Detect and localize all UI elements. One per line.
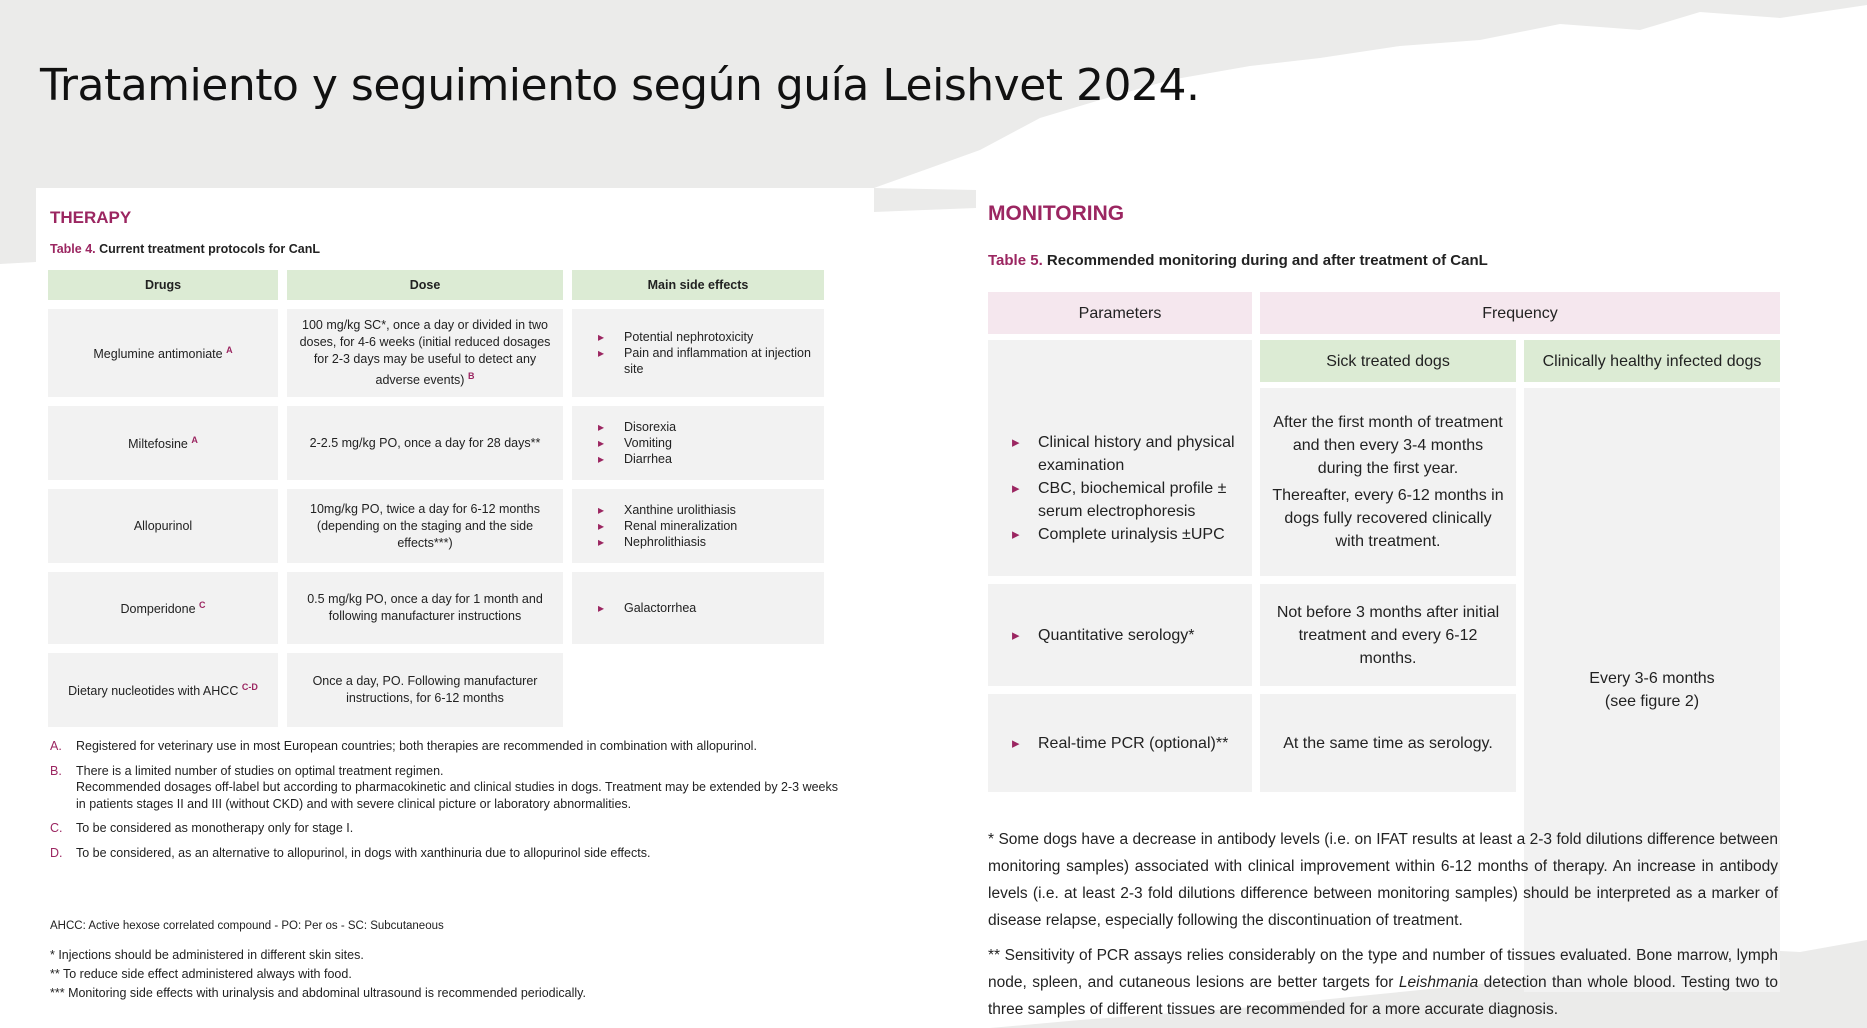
side-effect-item: ▸ Disorexia [598,419,816,435]
dose-text: 0.5 mg/kg PO, once a day for 1 month and following manufacturer instructions [307,592,543,623]
note-text: To be considered, as an alternative to allopurinol, in dogs with xanthinuria due to allopurinol side effects. [76,845,651,860]
note-text-continued: Recommended dosages off-label but according to pharmacokinetic and clinical studies in dogs. Treatment may be extended by 2-3 weeks in patients stages II and III (without CKD) and with severe clinical picture or laboratory abnormalities. [76,780,839,811]
drug-cell [48,406,278,480]
abbreviations: AHCC: Active hexose correlated compound - PO: Per os - SC: Subcutaneous [50,920,444,932]
monitoring-table-number: Table 5. [988,252,1043,269]
monitoring-table-caption-text: Recommended monitoring during and after treatment of CanL [1046,252,1488,269]
side-effect-item: ▸ Renal mineralization [598,518,816,534]
note-text: There is a limited number of studies on optimal treatment regimen. [76,763,444,778]
column-header-side-effects: Main side effects [572,270,824,300]
drug-name: Dietary nucleotides with AHCC [68,684,239,699]
side-effect-item: ▸ Xanthine urolithiasis [598,502,816,518]
column-header-healthy-dogs: Clinically healthy infected dogs [1524,340,1780,382]
column-header-parameters: Parameters [988,292,1252,334]
parameter-item: ▸ Quantitative serology* [988,624,1195,647]
note-letter: B. [50,763,62,778]
frequency-text: After the first month of treatment and then every 3-4 months during the first year. [1273,414,1503,477]
drug-name: Meglumine antimoniate [93,347,223,362]
table-row [48,653,824,727]
side-effects-cell [572,309,824,397]
drug-cell [48,653,278,727]
drug-cell [48,572,278,644]
footnote-text: * Some dogs have a decrease in antibody levels (i.e. on IFAT results at least a 2-3 fold dilutions difference between monitoring samples) associated with clinical improvement within 6-12 months of therapy. An increase in antibody levels (i.e. at least 2-3 fold dilutions difference between monitoring samples) should be interpreted as a marker of disease relapse, especially following the discontinuation of treatment. [988,831,1778,929]
drug-superscript: C [199,600,206,611]
drug-superscript: A [226,345,233,356]
row-sick-serology: Not before 3 months after initial treatment and every 6-12 months. [1260,584,1516,686]
monitoring-footnote-2 [988,942,1778,1023]
star-notes [50,946,586,1003]
therapy-table-caption-text: Current treatment protocols for CanL [99,242,320,256]
therapy-table [39,261,833,736]
drug-superscript: A [191,435,198,446]
side-effect-item: ▸ Galactorrhea [598,600,816,616]
dose-text: 10mg/kg PO, twice a day for 6-12 months (depending on the staging and the side effects***) [310,501,540,550]
row-parameters-clinical [988,340,1252,576]
star-note: ** To reduce side effect administered always with food. [50,967,352,981]
star-note: *** Monitoring side effects with urinalysis and abdominal ultrasound is recommended periodically. [50,986,586,1000]
column-header-sick-dogs: Sick treated dogs [1260,340,1516,382]
note-letter: A. [50,739,62,753]
note-item [50,738,840,755]
note-item [50,845,840,862]
parameter-item: ▸ CBC, biochemical profile ± serum electrophoresis [988,477,1252,523]
monitoring-panel [976,190,1867,1028]
drug-cell [48,489,278,563]
table-row [48,406,824,480]
parameter-item: ▸ Clinical history and physical examination [988,431,1252,477]
therapy-heading: THERAPY [50,208,132,227]
footnote-text-part: ** Sensitivity of PCR assays relies considerably on the type and number of tissues evaluated. Bone marrow, lymph node, spleen, and cutaneous lesions are better targets for [988,947,1778,991]
dose-cell [287,489,563,563]
dose-text: 100 mg/kg SC*, once a day or divided in two doses, for 4-6 weeks (initial reduced dosages for 2-3 days may be useful to detect any adverse events) [299,317,551,388]
dose-text: Once a day, PO. Following manufacturer instructions, for 6-12 months [312,674,538,705]
dose-text: 2-2.5 mg/kg PO, once a day for 28 days** [309,435,541,450]
therapy-notes [50,738,840,869]
parameter-item: ▸ Complete urinalysis ±UPC [988,523,1252,546]
therapy-table-number: Table 4. [50,242,96,256]
slide-title: Tratamiento y seguimiento según guía Leishvet 2024. [40,60,1200,111]
drug-superscript: C-D [241,682,258,693]
note-item [50,820,840,837]
side-effect-item: ▸ Potential nephrotoxicity [598,329,816,345]
dose-cell [287,572,563,644]
healthy-frequency-ref: (see figure 2) [1604,693,1700,710]
table-row [48,572,824,644]
footnote-text [988,942,1778,1023]
side-effect-item: ▸ Nephrolithiasis [598,534,816,550]
table-row [48,309,824,397]
dose-cell [287,309,563,397]
column-header-frequency: Frequency [1260,292,1780,334]
footnote-text-part: detection than whole blood. Testing two to three samples of different tissues are recommended for a more accurate diagnosis. [988,974,1778,1018]
note-letter: D. [50,845,63,860]
drug-name: Miltefosine [128,437,188,452]
drug-name: Domperidone [120,602,196,617]
side-effect-item: ▸ Pain and inflammation at injection site [598,345,816,377]
side-effects-cell [572,489,824,563]
column-header-dose: Dose [287,270,563,300]
dose-cell [287,653,563,727]
note-text: To be considered as monotherapy only for stage I. [76,821,354,835]
monitoring-footnote-1 [988,826,1778,934]
side-effects-cell [572,572,824,644]
footnote-italic-genus: Leishmania [1398,974,1479,991]
side-effect-item: ▸ Vomiting [598,435,816,451]
healthy-frequency: Every 3-6 months [1589,670,1715,687]
side-effects-cell-empty [572,653,824,727]
column-header-drugs: Drugs [48,270,278,300]
monitoring-heading: MONITORING [988,202,1125,225]
therapy-table-caption [50,242,320,256]
dose-cell [287,406,563,480]
note-letter: C. [50,821,63,835]
drug-cell [48,309,278,397]
row-sick-pcr: At the same time as serology. [1260,694,1516,792]
side-effect-item: ▸ Diarrhea [598,451,816,467]
star-note: * Injections should be administered in different skin sites. [50,948,364,962]
drug-name: Allopurinol [133,518,193,533]
row-sick-clinical [1260,388,1516,576]
dose-superscript: B [467,370,475,381]
note-text: Registered for veterinary use in most European countries; both therapies are recommended in combination with allopurinol. [76,739,757,753]
row-parameters-serology [988,584,1252,686]
side-effects-cell [572,406,824,480]
parameter-item: ▸ Real-time PCR (optional)** [988,732,1228,755]
table-row [48,489,824,563]
therapy-panel [36,188,874,1028]
monitoring-table-caption [988,252,1488,269]
note-item [50,763,840,813]
frequency-text: Thereafter, every 6-12 months in dogs fully recovered clinically with treatment. [1272,487,1504,550]
row-parameters-pcr [988,694,1252,792]
